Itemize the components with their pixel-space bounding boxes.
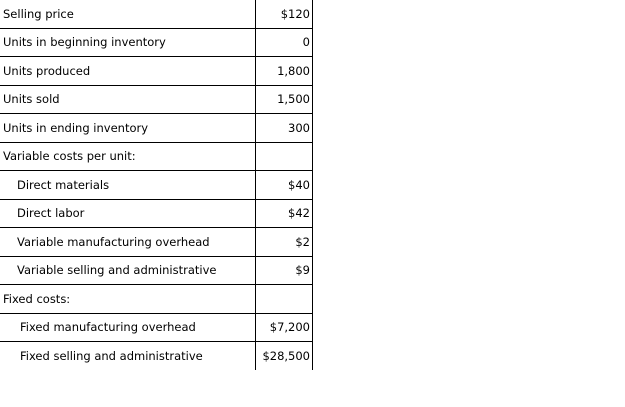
table-row [0, 85, 313, 114]
section-value-fixed-costs [255, 285, 312, 314]
table-row [0, 228, 313, 257]
table-row [0, 313, 313, 342]
cost-data-table-body [0, 0, 313, 370]
row-label-direct-labor: Direct labor [0, 199, 255, 228]
table-row [0, 342, 313, 370]
section-heading-variable-costs: Variable costs per unit: [0, 142, 255, 171]
row-label-variable-manufacturing-overhead: Variable manufacturing overhead [0, 228, 255, 257]
row-label-direct-materials: Direct materials [0, 171, 255, 200]
table-row [0, 142, 313, 171]
row-value-fixed-selling-administrative: $28,500 [255, 342, 312, 370]
row-value-selling-price: $120 [255, 0, 312, 28]
table-row [0, 57, 313, 86]
row-value-units-beginning-inventory: 0 [255, 28, 312, 57]
table-row [0, 256, 313, 285]
table-row [0, 114, 313, 143]
row-value-direct-labor: $42 [255, 199, 312, 228]
row-label-selling-price: Selling price [0, 0, 255, 28]
row-value-fixed-manufacturing-overhead: $7,200 [255, 313, 312, 342]
table-row [0, 285, 313, 314]
section-value-variable-costs [255, 142, 312, 171]
table-row [0, 171, 313, 200]
section-heading-fixed-costs: Fixed costs: [0, 285, 255, 314]
row-label-units-beginning-inventory: Units in beginning inventory [0, 28, 255, 57]
row-value-units-produced: 1,800 [255, 57, 312, 86]
row-label-variable-selling-administrative: Variable selling and administrative [0, 256, 255, 285]
row-label-units-sold: Units sold [0, 85, 255, 114]
row-label-units-ending-inventory: Units in ending inventory [0, 114, 255, 143]
cost-data-table [0, 0, 313, 370]
row-value-units-sold: 1,500 [255, 85, 312, 114]
row-label-units-produced: Units produced [0, 57, 255, 86]
row-value-variable-selling-administrative: $9 [255, 256, 312, 285]
row-value-direct-materials: $40 [255, 171, 312, 200]
row-label-fixed-selling-administrative: Fixed selling and administrative [0, 342, 255, 370]
row-value-variable-manufacturing-overhead: $2 [255, 228, 312, 257]
table-row [0, 0, 313, 28]
row-value-units-ending-inventory: 300 [255, 114, 312, 143]
row-label-fixed-manufacturing-overhead: Fixed manufacturing overhead [0, 313, 255, 342]
table-row [0, 28, 313, 57]
table-row [0, 199, 313, 228]
